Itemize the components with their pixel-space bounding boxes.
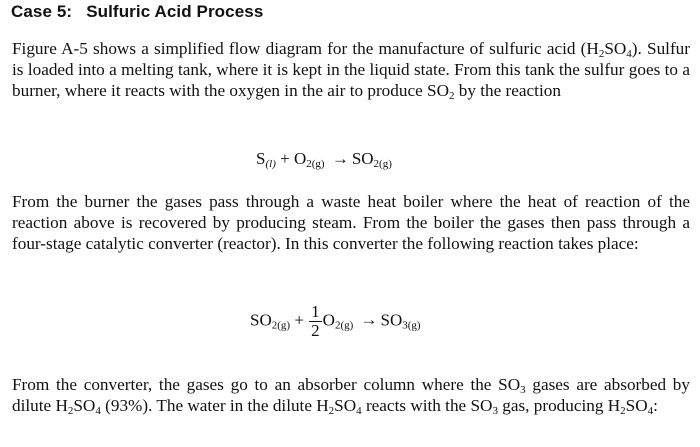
equation-so2-oxidation: $SO_{2(g)}$ + $\frac{1}{2}$ $O_{2(g)} \to SO_{3(g)}$ [250, 302, 421, 340]
paragraph-intro: Figure A-5 shows a simplified flow diagram for the manufacture of sulfuric acid $(H_2SO_4)$. Sulfur is loaded into a melting tank, where it is kept in the liquid state. From this tank the sulfur goes to a burner, where it reacts with the oxygen in the air to produce $SO_2$ by the reaction [12, 39, 690, 103]
case-heading [11, 2, 263, 22]
fraction-one-half: $\frac{1}{2}$ [311, 302, 320, 340]
paragraph-boiler-converter: From the burner the gases pass through a waste heat boiler where the heat of reaction of the reaction above is recovered by producing steam. From the boiler the gases then pass through a four-stage catalytic converter (reactor). In this converter the following reaction takes place: [12, 192, 690, 254]
paragraph-absorber: From the converter, the gases go to an absorber column where the $SO_3$ gases are absorbed by dilute $H_2SO_4$ (93%). The water in the dilute $H_2SO_4$ reacts with the $SO_3$ gas, producing $H_2SO_4$: [12, 375, 690, 418]
equation-sulfur-burning: $S_{(l)} + O_{2(g)} \to SO_{2(g)}$ [256, 149, 392, 170]
case-title: Sulfuric Acid Process [86, 2, 264, 21]
case-number: Case 5: [11, 2, 73, 21]
